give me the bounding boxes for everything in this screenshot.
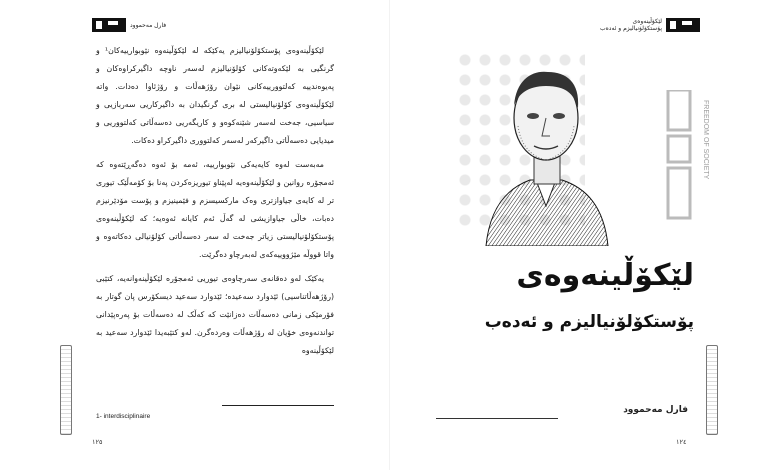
page-number-left: ١٢٥ [92,438,103,446]
side-tab-right [706,345,718,435]
header-article-title: لێکۆڵینەوەی پۆستکۆلۆنیالیزم و ئەدەب [600,18,662,32]
article-author: فارل مەحموود [623,405,688,415]
magazine-logo-icon [666,18,700,32]
footnote: 1- interdisciplinaire [96,413,151,420]
magazine-logo-icon [92,18,126,32]
society-brand-logo [664,90,720,230]
article-title: لێکۆڵینەوەی [516,258,694,293]
side-tab-left [60,345,72,435]
footnote-rule [222,405,334,406]
page-number-right: ١٢٤ [676,438,687,446]
paragraph-3: یەکێک لەو دەقانەی سەرچاوەی تیوریی ئەمجۆرە لێکۆڵینەوانەیە، کتێبی (رۆژهەڵاتناسیی) ئێدوارد سەعیدە؛ ئێدوارد سەعید دیسکۆرس پان گوتار بە فۆرمێکی زمانی دەسەڵات دەزانێت کە کەڵک لە دەسەڵات بۆ پەرەپێدانی تواندنەوەی خۆیان لە رۆژهەڵات وەردەگرن. لەو کتێبەیدا ئێدوارد سەعید بە لێکۆڵینەوە [96,274,334,355]
left-header [92,18,166,32]
header-author: فارل مەحموود [130,21,167,29]
author-rule [436,418,558,419]
right-header [600,18,700,32]
article-subtitle: پۆستکۆلۆنیالیزم و ئەدەب [484,312,694,332]
author-portrait [478,56,614,246]
paragraph-2: مەبەست لەوە کایەیەکی نێوبوارییە، ئەمە بۆ ئەوە دەگەڕێتەوە کە ئەمجۆرە روانین و لێکۆڵینەوەیە لەپێناو تیوریزەکردن پەنا بۆ کۆمەڵێک تیوری تر لە کایەی جیاوازتری وەک مارکسیسزم و فێمینیزم و پۆست مۆدێرنیزم دەبات، خاڵی جیاوازیشی لە گەڵ ئەم کایانە ئەوەیە؛ کە لێکۆڵینەوەی پۆستکۆلۆنیالیستی زیاتر جەخت لە سەر دەسەڵاتی کۆلۆنیالی دەکاتەوە و واتا قووڵە مێژووییەکەی لەبەرچاو دەگرێت. [96,160,334,259]
body-text-column [96,42,334,366]
paragraph-1: لێکۆڵینەوەی پۆستکۆلۆنیالیزم یەکێکە لە لێکۆڵینەوە نێوبوارییەکان¹ و گرنگیی بە لێکەوتەکانی کۆلۆنیالیزم لەسەر ناوچە داگیرکراوەکان و پەیوەندییە کەلتوورییەکانی نێوان رۆژهەڵات و رۆژئاوا دەدات. واتە لێکۆڵینەوەی کۆلۆنیالیستی لە بری گرنگیدان بە داگیرکاریی سەربازیی و سیاسیی، جەخت لەسەر شێنەکوەو و کاریگەریی دەسەڵاتی کەلتووریی و میدیایی دەسەڵاتی داگیرکەر لەسەر کەلتووری داگیرکراو دەکات. [96,46,334,145]
brand-caption: FREEDOM OF SOCIETY [702,100,709,180]
